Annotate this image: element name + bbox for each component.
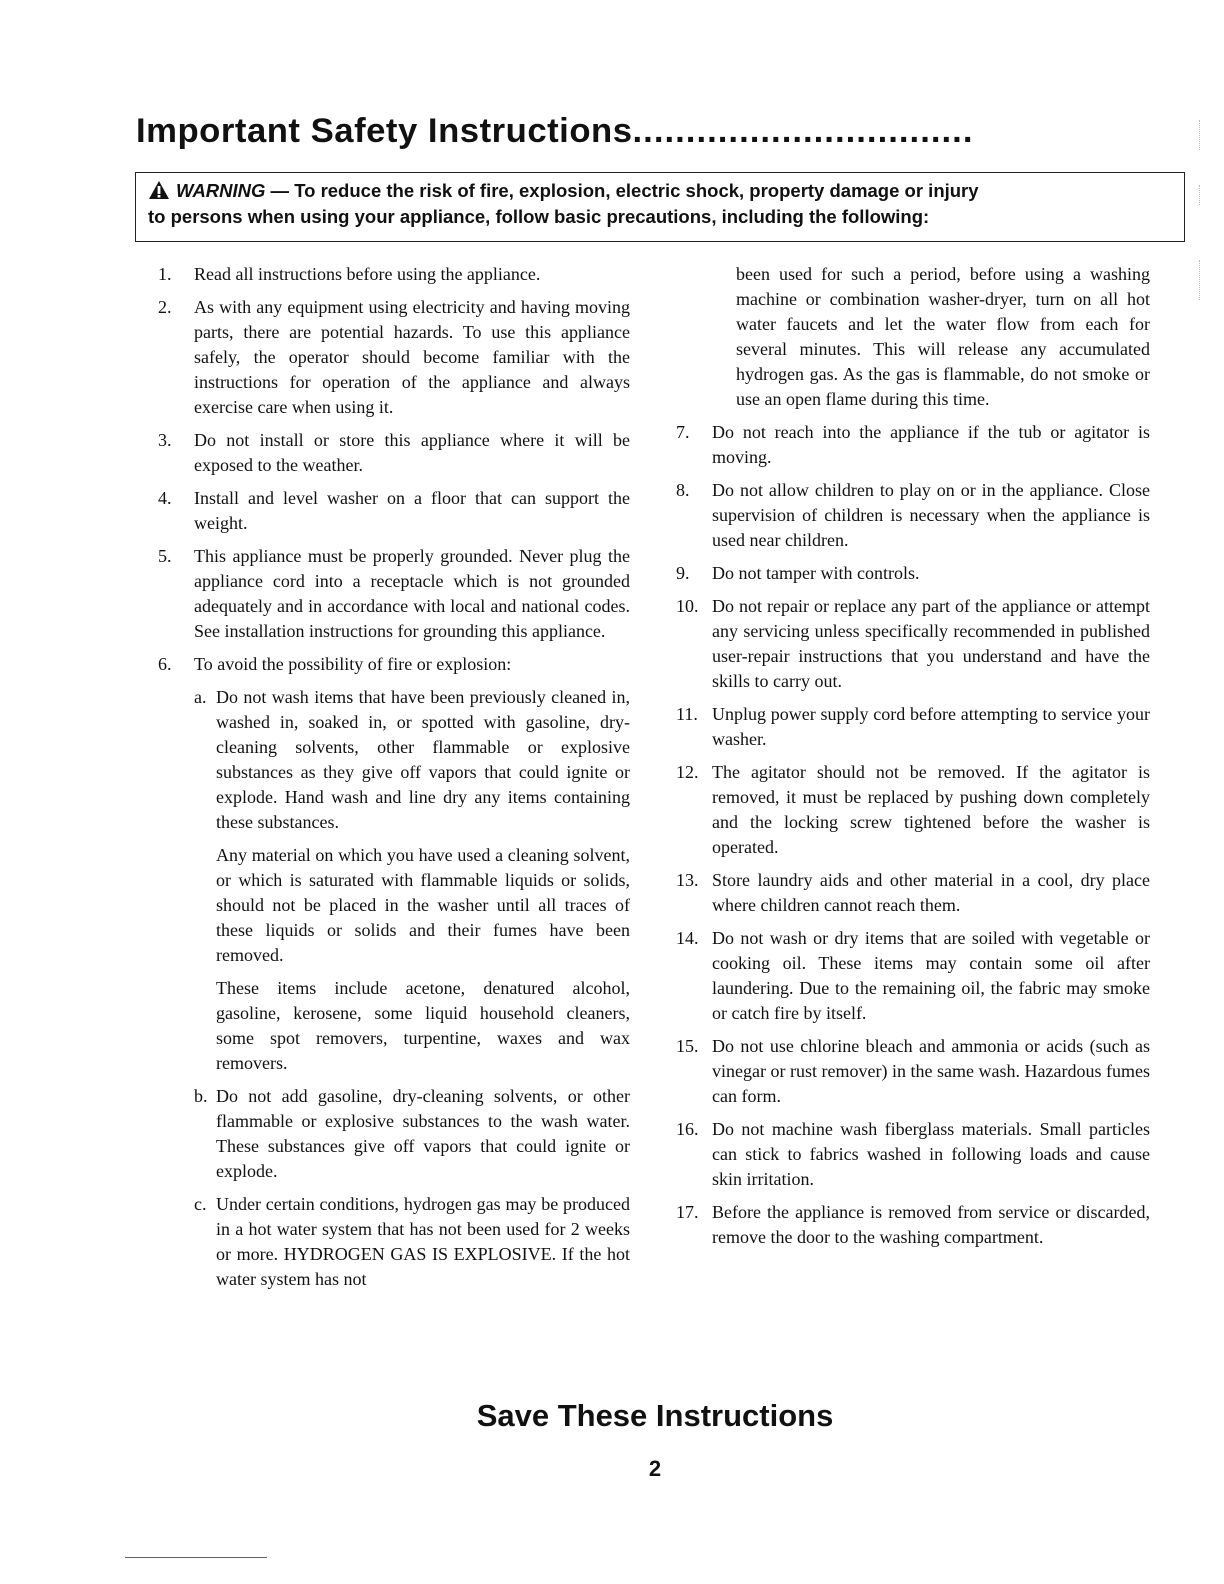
list-item <box>158 295 630 420</box>
sub-item-text: Do not wash items that have been previously cleaned in, washed in, soaked in, or spotted with gasoline, dry-cleaning solvents, other flammable or explosive substances as they give off vapors that could ignite or explode. Hand wash and line dry any items containing these substances. <box>216 687 630 832</box>
item-text: To avoid the possibility of fire or explosion: <box>194 654 512 674</box>
list-item <box>158 652 630 677</box>
item-text: The agitator should not be removed. If the agitator is removed, it must be replaced by pushing down completely and the locking screw tightened before the washer is operated. <box>712 762 1150 857</box>
item-number: 9. <box>676 563 690 583</box>
item-number: 2. <box>158 297 172 317</box>
warning-line-1 <box>148 180 979 202</box>
title-leader-dots: ................................ <box>632 112 974 150</box>
item-number: 14. <box>676 928 699 948</box>
sub-item-c-continuation: been used for such a period, before using a washing machine or combination washer-dryer, turn on all hot water faucets and let the water flow from each for several minutes. This will release any accumulated hydrogen gas. As the gas is flammable, do not smoke or use an open flame during this time. <box>736 264 1150 409</box>
sub-item-letter: a. <box>194 687 207 707</box>
sub-item-letter: b. <box>194 1086 208 1106</box>
sub-item-text: Do not add gasoline, dry-cleaning solvents, or other flammable or explosive substances to the wash water. These substances give off vapors that could ignite or explode. <box>216 1086 630 1181</box>
list-item <box>676 420 1150 470</box>
item-text: Store laundry aids and other material in a cool, dry place where children cannot reach them. <box>712 870 1150 915</box>
item-text: Do not tamper with controls. <box>712 563 920 583</box>
scan-edge-mark <box>1199 260 1201 300</box>
item-number: 16. <box>676 1119 699 1139</box>
warning-label: WARNING <box>176 180 266 201</box>
item-number: 13. <box>676 870 699 890</box>
item-text: Unplug power supply cord before attempting to service your washer. <box>712 704 1150 749</box>
right-column <box>676 262 1150 1258</box>
item-text: Do not use chlorine bleach and ammonia or acids (such as vinegar or rust remover) in the same wash. Hazardous fumes can form. <box>712 1036 1150 1106</box>
item-text: Do not install or store this appliance where it will be exposed to the weather. <box>194 430 630 475</box>
list-item <box>158 544 630 644</box>
item-text: Install and level washer on a floor that can support the weight. <box>194 488 630 533</box>
list-item <box>158 262 630 287</box>
scan-edge-mark <box>1199 120 1201 150</box>
warning-line-2: to persons when using your appliance, follow basic precautions, including the following: <box>148 206 930 227</box>
item-text: Do not repair or replace any part of the appliance or attempt any servicing unless specifically recommended in published user-repair instructions that you understand and have the skills to carry out. <box>712 596 1150 691</box>
item-text: This appliance must be properly grounded. Never plug the appliance cord into a receptacle which is not grounded adequately and in accordance with local and national codes. See installation instructions for grounding this appliance. <box>194 546 630 641</box>
item-number: 1. <box>158 264 172 284</box>
item-number: 5. <box>158 546 172 566</box>
item-text: Do not allow children to play on or in the appliance. Close supervision of children is necessary when the appliance is used near children. <box>712 480 1150 550</box>
page-title <box>136 112 973 151</box>
item-text: As with any equipment using electricity and having moving parts, there are potential hazards. To use this appliance safely, the operator should become familiar with the instructions for operation of the appliance and always exercise care when using it. <box>194 297 630 417</box>
item-number: 7. <box>676 422 690 442</box>
list-item <box>158 428 630 478</box>
warning-triangle-icon <box>148 180 170 200</box>
page-number: 2 <box>648 1456 662 1481</box>
item-text: Do not wash or dry items that are soiled with vegetable or cooking oil. These items may contain some oil after laundering. Due to the remaining oil, the fabric may smoke or catch fire by itself. <box>712 928 1150 1023</box>
sub-item-letter: c. <box>194 1194 207 1214</box>
sub-item-a-paragraph-1: Any material on which you have used a cleaning solvent, or which is saturated with flammable liquids or solids, should not be placed in the washer until all traces of these liquids or solids and their fumes have been removed. <box>216 845 630 965</box>
item-number: 12. <box>676 762 699 782</box>
item-text: Before the appliance is removed from service or discarded, remove the door to the washing compartment. <box>712 1202 1150 1247</box>
warning-box <box>135 172 1185 242</box>
sub-item-b <box>194 1084 630 1184</box>
item-number: 3. <box>158 430 172 450</box>
scan-edge-mark <box>1199 185 1201 205</box>
list-item <box>676 478 1150 553</box>
item-number: 4. <box>158 488 172 508</box>
warning-text-1: — To reduce the risk of fire, explosion, electric shock, property damage or injury <box>265 180 979 201</box>
sub-item-text: Under certain conditions, hydrogen gas may be produced in a hot water system that has not been used for 2 weeks or more. HYDROGEN GAS IS EXPLOSIVE. If the hot water system has not <box>216 1194 630 1289</box>
list-item <box>676 561 1150 586</box>
list-item <box>676 926 1150 1026</box>
sub-item-a-paragraph-2: These items include acetone, denatured alcohol, gasoline, kerosene, some liquid household cleaners, some spot removers, turpentine, waxes and wax removers. <box>216 978 630 1073</box>
list-item <box>158 486 630 536</box>
item-text: Do not reach into the appliance if the tub or agitator is moving. <box>712 422 1150 467</box>
list-item <box>676 760 1150 860</box>
list-item <box>676 594 1150 694</box>
save-instructions-heading: Save These Instructions <box>476 1398 834 1433</box>
list-item <box>676 1117 1150 1192</box>
title-text: Important Safety Instructions <box>136 112 633 150</box>
list-item <box>676 702 1150 752</box>
left-column <box>158 262 630 1300</box>
sub-item-c <box>194 1192 630 1292</box>
item-number: 17. <box>676 1202 699 1222</box>
item-number: 8. <box>676 480 690 500</box>
item-number: 11. <box>676 704 698 724</box>
sub-item-a <box>194 685 630 835</box>
item-number: 15. <box>676 1036 699 1056</box>
list-item <box>676 868 1150 918</box>
item-number: 6. <box>158 654 172 674</box>
item-text: Read all instructions before using the appliance. <box>194 264 541 284</box>
link-underline <box>125 1557 267 1558</box>
item-number: 10. <box>676 596 699 616</box>
item-text: Do not machine wash fiberglass materials. Small particles can stick to fabrics washed in following loads and cause skin irritation. <box>712 1119 1150 1189</box>
list-item <box>676 1034 1150 1109</box>
list-item <box>676 1200 1150 1250</box>
